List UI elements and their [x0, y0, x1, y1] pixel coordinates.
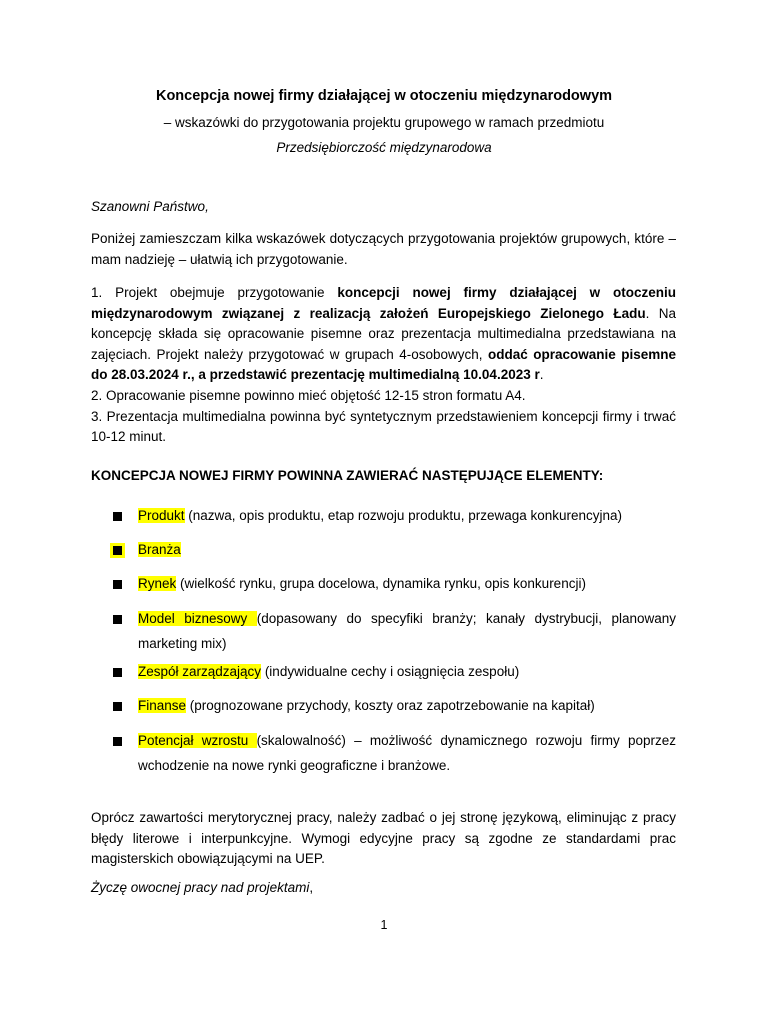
- element-term: Zespół zarządzający: [138, 664, 262, 679]
- list-item: [113, 659, 676, 684]
- element-term: Model biznesowy: [138, 611, 257, 626]
- element-term: Produkt: [138, 508, 185, 523]
- instruction-item-3: 3. Prezentacja multimedialna powinna być syntetycznym przedstawieniem koncepcji firmy i trwać 10-12 minut.: [91, 408, 676, 445]
- square-bullet-icon: [113, 512, 122, 521]
- element-term: Branża: [138, 542, 181, 557]
- closing-wish: [91, 878, 676, 899]
- square-bullet-icon: [113, 702, 122, 711]
- wish-text: Życzę owocnej pracy nad projektami: [91, 880, 310, 895]
- document-title: Koncepcja nowej firmy działającej w otoczeniu międzynarodowym: [155, 88, 613, 104]
- page-number: 1: [380, 918, 388, 932]
- list-item: [113, 693, 676, 718]
- list-item: [113, 503, 676, 528]
- element-desc: (indywidualne cechy i osiągnięcia zespołu): [261, 664, 520, 679]
- course-name: Przedsiębiorczość międzynarodowa: [276, 140, 492, 155]
- item1-text-e: .: [539, 367, 544, 383]
- element-desc: (prognozowane przychody, koszty oraz zapotrzebowanie na kapitał): [186, 698, 595, 713]
- closing-paragraph: Oprócz zawartości merytorycznej pracy, należy zadbać o jej stronę językową, eliminując z pracy błędy literowe i interpunkcyjne. Wymogi edycyjne pracy są zgodne ze standardami prac magisterskich obowiązującymi na UEP.: [91, 810, 676, 867]
- square-bullet-icon: [113, 668, 122, 677]
- document-subtitle: – wskazówki do przygotowania projektu grupowego w ramach przedmiotu: [163, 115, 605, 130]
- greeting: Szanowni Państwo,: [91, 199, 209, 214]
- element-term: Potencjał wzrostu: [138, 733, 257, 748]
- square-bullet-icon: [113, 580, 122, 589]
- square-bullet-icon: [113, 615, 122, 624]
- element-term: Finanse: [138, 698, 187, 713]
- list-item: [113, 606, 676, 656]
- element-term: Rynek: [138, 576, 177, 591]
- intro-paragraph: Poniżej zamieszczam kilka wskazówek dotyczących przygotowania projektów grupowych, które – mam nadzieję – ułatwią ich przygotowanie.: [91, 231, 676, 267]
- item1-text-c: . Na koncepcję składa się opracowanie pisemne oraz prezentacja multimedialna przedstawiana na zajęciach. Projekt należy przygotować w grupach 4-osobowych,: [91, 305, 676, 362]
- square-bullet-icon: [113, 546, 122, 555]
- section-heading: KONCEPCJA NOWEJ FIRMY POWINNA ZAWIERAĆ NASTĘPUJĄCE ELEMENTY:: [91, 468, 604, 483]
- list-item: [113, 728, 676, 778]
- item1-text-bold-a: koncepcji nowej firmy działającej w otoczeniu międzynarodowym związanej z realizacją założeń Europejskiego Zielonego Ładu: [91, 285, 676, 321]
- element-desc: (nazwa, opis produktu, etap rozwoju produktu, przewaga konkurencyjna): [184, 508, 623, 523]
- wish-comma: ,: [309, 880, 314, 895]
- instruction-item-2: 2. Opracowanie pisemne powinno mieć objętość 12-15 stron formatu A4.: [91, 387, 526, 403]
- item1-text-bold-d: oddać opracowanie pisemne do 28.03.2024 r., a przedstawić prezentację multimedialną 10.04.2023 r: [91, 346, 676, 383]
- element-desc: (wielkość rynku, grupa docelowa, dynamika rynku, opis konkurencji): [176, 576, 586, 591]
- list-item: [113, 571, 676, 596]
- square-bullet-icon: [113, 737, 122, 746]
- instruction-item-1: [91, 283, 676, 386]
- item1-text-a: 1. Projekt obejmuje przygotowanie: [91, 285, 338, 300]
- element-desc: (dopasowany do specyfiki branży; kanały dystrybucji, planowany marketing mix): [138, 611, 676, 651]
- instructions-block: [91, 283, 676, 448]
- list-item: [113, 537, 676, 562]
- element-desc: (skalowalność) – możliwość dynamicznego rozwoju firmy poprzez wchodzenie na nowe rynki geograficzne i branżowe.: [138, 733, 676, 773]
